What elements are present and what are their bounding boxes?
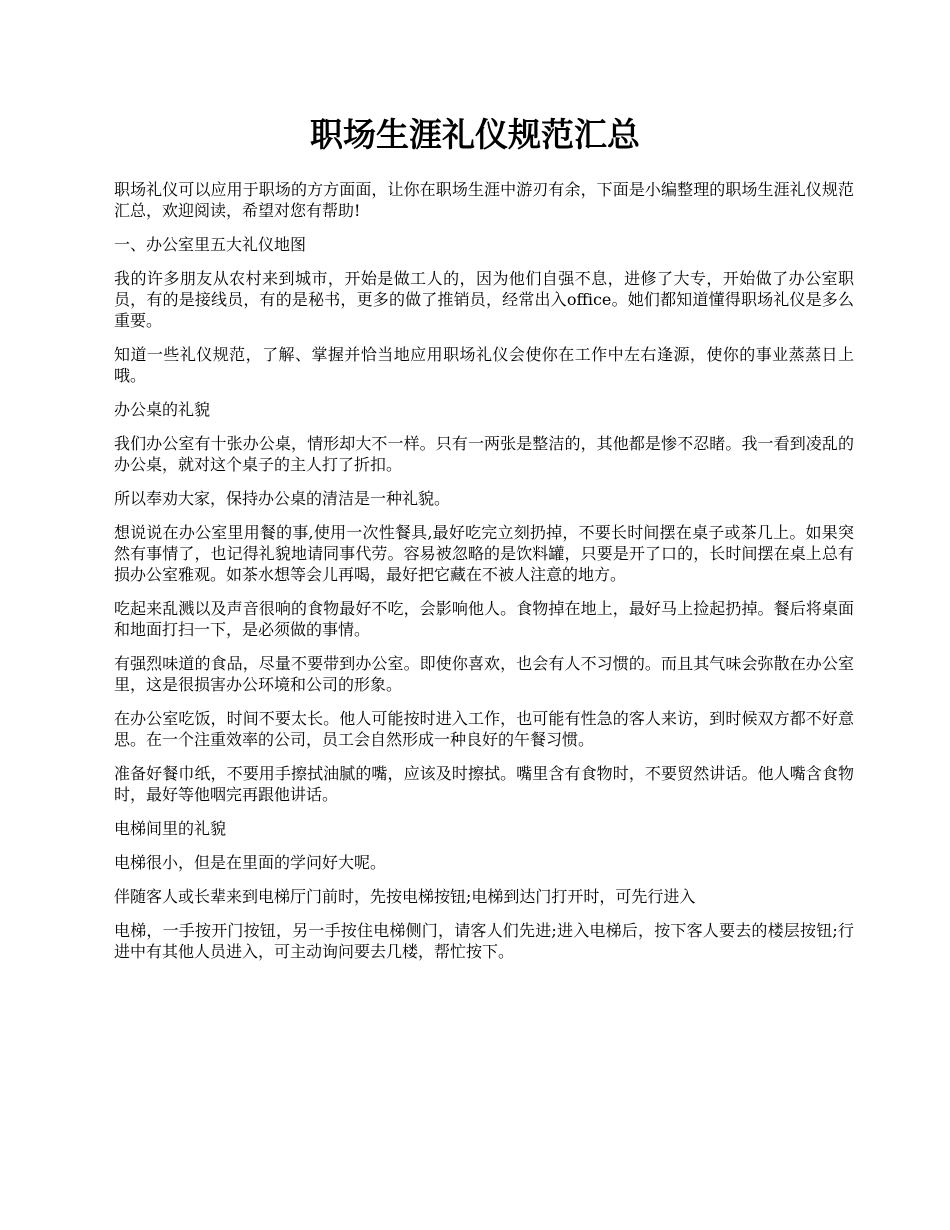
subheading-desk-etiquette: 办公桌的礼貌 — [114, 400, 211, 419]
paragraph: 准备好餐巾纸，不要用手擦拭油腻的嘴，应该及时擦拭。嘴里含有食物时，不要贸然讲话。他人嘴含食物时，最好等他咽完再跟他讲话。 — [114, 764, 854, 804]
paragraph: 知道一些礼仪规范，了解、掌握并恰当地应用职场礼仪会使你在工作中左右逢源，使你的事业蒸蒸日上哦。 — [114, 345, 854, 385]
paragraph: 我们办公室有十张办公桌，情形却大不一样。只有一两张是整洁的，其他都是惨不忍睹。我一看到凌乱的办公桌，就对这个桌子的主人打了折扣。 — [114, 434, 854, 474]
paragraph: 我的许多朋友从农村来到城市，开始是做工人的，因为他们自强不息，进修了大专，开始做了办公室职员，有的是接线员，有的是秘书，更多的做了推销员，经常出入office。她们都知道懂得职场礼仪是多么重要。 — [114, 269, 854, 330]
paragraph: 所以奉劝大家，保持办公桌的清洁是一种礼貌。 — [114, 489, 451, 508]
subheading-elevator-etiquette: 电梯间里的礼貌 — [114, 819, 227, 838]
paragraph: 在办公室吃饭，时间不要太长。他人可能按时进入工作，也可能有性急的客人来访，到时候双方都不好意思。在一个注重效率的公司，员工会自然形成一种良好的午餐习惯。 — [114, 709, 854, 749]
paragraph: 想说说在办公室里用餐的事,使用一次性餐具,最好吃完立刻扔掉，不要长时间摆在桌子或茶几上。如果突然有事情了，也记得礼貌地请同事代劳。容易被忽略的是饮料罐，只要是开了口的，长时间摆在桌上总有损办公室雅观。如茶水想等会儿再喝，最好把它藏在不被人注意的地方。 — [114, 523, 854, 584]
intro-paragraph: 职场礼仪可以应用于职场的方方面面，让你在职场生涯中游刃有余，下面是小编整理的职场生涯礼仪规范汇总，欢迎阅读，希望对您有帮助! — [114, 180, 854, 220]
paragraph: 伴随客人或长辈来到电梯厅门前时，先按电梯按钮;电梯到达门打开时，可先行进入 — [114, 887, 696, 906]
paragraph: 电梯，一手按开门按钮，另一手按住电梯侧门，请客人们先进;进入电梯后，按下客人要去的楼层按钮;行进中有其他人员进入，可主动询问要去几楼，帮忙按下。 — [114, 921, 854, 961]
document-body — [114, 179, 854, 975]
section-heading-office-etiquette: 一、办公室里五大礼仪地图 — [114, 235, 307, 254]
page-title: 职场生涯礼仪规范汇总 — [310, 115, 640, 154]
paragraph: 有强烈味道的食品，尽量不要带到办公室。即使你喜欢，也会有人不习惯的。而且其气味会弥散在办公室里，这是很损害办公环境和公司的形象。 — [114, 654, 854, 694]
paragraph: 吃起来乱溅以及声音很响的食物最好不吃，会影响他人。食物掉在地上，最好马上捡起扔掉。餐后将桌面和地面打扫一下，是必须做的事情。 — [114, 599, 854, 639]
paragraph: 电梯很小，但是在里面的学问好大呢。 — [114, 853, 387, 872]
